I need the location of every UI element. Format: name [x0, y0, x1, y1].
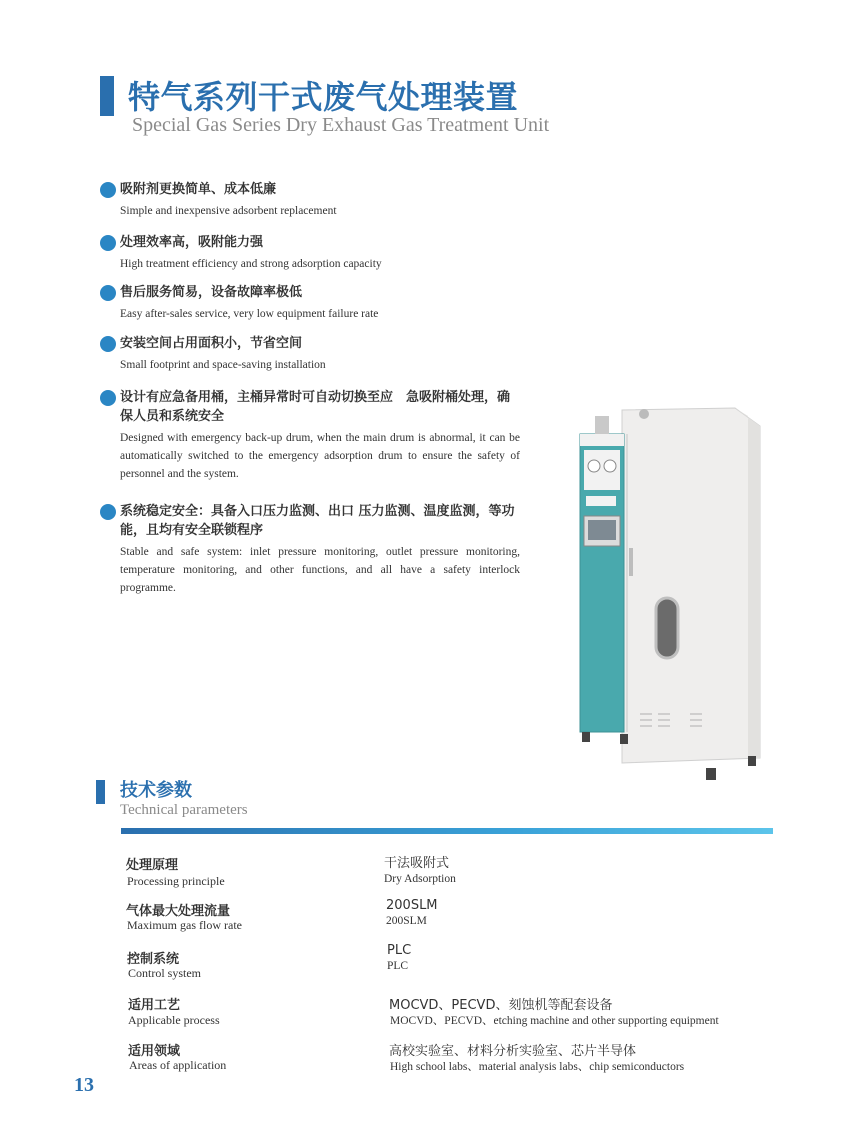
feature-title: 设计有应急备用桶，主桶异常时可自动切换至应 急吸附桶处理，确保人员和系统安全	[120, 390, 511, 424]
param-label-en: Areas of application	[129, 1058, 227, 1072]
feature-description: Easy after-sales service, very low equipment failure rate	[120, 308, 379, 320]
param-value-en: PLC	[387, 960, 409, 972]
feature-item	[100, 180, 520, 220]
page-subtitle: Special Gas Series Dry Exhaust Gas Treatment Unit	[132, 114, 550, 136]
param-value: PLC	[387, 943, 412, 958]
feature-title: 处理效率高，吸附能力强	[120, 235, 264, 250]
param-label: 控制系统	[127, 952, 180, 967]
feature-description: Small footprint and space-saving installation	[120, 359, 326, 371]
section-divider	[121, 828, 773, 834]
param-label: 适用工艺	[128, 998, 181, 1013]
section-accent-bar	[96, 780, 105, 804]
feature-item	[100, 283, 520, 323]
section-title: 技术参数	[120, 780, 192, 801]
param-label: 气体最大处理流量	[126, 904, 231, 919]
param-value: 高校实验室、材料分析实验室、芯片半导体	[389, 1044, 637, 1059]
feature-title: 安装空间占用面积小，节省空间	[120, 336, 303, 351]
page-title: 特气系列干式废气处理装置	[128, 78, 519, 116]
title-accent-bar	[100, 76, 114, 116]
feature-title: 吸附剂更换简单、成本低廉	[120, 182, 277, 197]
feature-item	[100, 388, 520, 483]
feature-description: Designed with emergency back-up drum, when the main drum is abnormal, it can be automatically switched to the emergency adsorption drum to ensure the safety of personnel and the system.	[120, 432, 520, 480]
param-label-en: Processing principle	[127, 874, 225, 888]
param-value-en: Dry Adsorption	[384, 873, 456, 885]
param-value: 干法吸附式	[384, 856, 450, 871]
bullet-dot-icon	[100, 504, 116, 520]
param-value: MOCVD、PECVD、刻蚀机等配套设备	[389, 998, 613, 1013]
feature-item	[100, 233, 520, 273]
param-value: 200SLM	[386, 898, 438, 913]
param-label: 适用领域	[128, 1044, 181, 1059]
param-label-en: Maximum gas flow rate	[127, 918, 242, 932]
bullet-dot-icon	[100, 285, 116, 301]
feature-title: 系统稳定安全：具备入口压力监测、出口 压力监测、温度监测，等功能，且均有安全联锁程序	[120, 504, 515, 538]
param-label: 处理原理	[126, 858, 179, 873]
feature-item	[100, 334, 520, 374]
bullet-dot-icon	[100, 336, 116, 352]
feature-description: Stable and safe system: inlet pressure monitoring, outlet pressure monitoring, temperature monitoring, and other functions, and all have a safety interlock programme.	[120, 546, 520, 594]
bullet-dot-icon	[100, 235, 116, 251]
param-label-en: Control system	[128, 966, 202, 980]
param-label-en: Applicable process	[128, 1013, 220, 1027]
param-value-en: 200SLM	[386, 915, 427, 927]
page-number: 13	[74, 1074, 94, 1096]
param-value-en: MOCVD、PECVD、etching machine and other supporting equipment	[390, 1015, 719, 1027]
section-subtitle: Technical parameters	[120, 802, 248, 818]
feature-item	[100, 502, 520, 597]
product-image	[570, 388, 770, 788]
feature-description: High treatment efficiency and strong adsorption capacity	[120, 258, 382, 270]
feature-description: Simple and inexpensive adsorbent replacement	[120, 205, 337, 217]
bullet-dot-icon	[100, 182, 116, 198]
bullet-dot-icon	[100, 390, 116, 406]
param-value-en: High school labs、material analysis labs、chip semiconductors	[390, 1061, 685, 1073]
feature-title: 售后服务简易，设备故障率极低	[120, 285, 303, 300]
